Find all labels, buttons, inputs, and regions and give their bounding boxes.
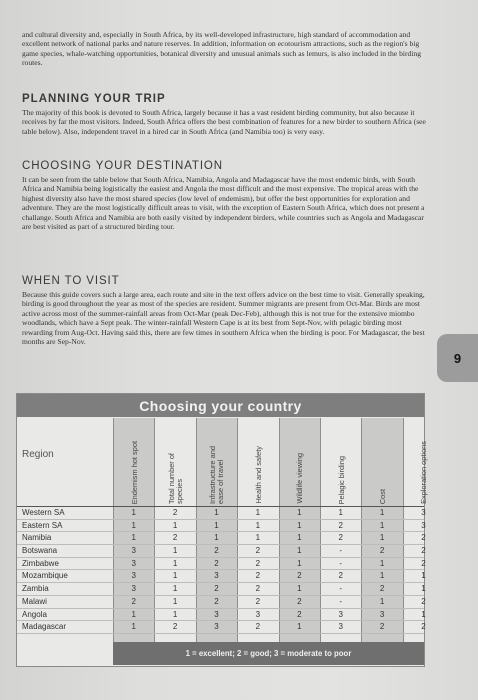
rating-cell: 3 [379,609,385,619]
rating-cell: 1 [297,508,302,517]
rating-cell: 1 [255,520,261,530]
rating-cell: 3 [214,609,219,619]
rating-cell: 1 [297,546,302,556]
rating-cell: - [339,584,343,594]
rating-cell: 1 [172,558,178,568]
table-row [17,570,424,583]
column-header-label: Wildlife viewing [295,453,305,504]
rating-cell: - [339,546,343,556]
planning-paragraph: The majority of this book is devoted to South Africa, largely because it has a vast resident birding community, but also because it receives by far the most visitors. Indeed, South Africa offers the best combination of features for a new birder to southern Africa (see table below). Also, independent travel in a hired car in South Africa (and Namibia too) is very easy. [22,108,426,136]
rating-cell: 2 [172,508,178,517]
rating-cell: 2 [421,622,426,632]
rating-cell: 2 [338,520,343,530]
rating-cell: 2 [214,596,219,606]
rating-cell: 2 [255,571,261,581]
rating-cell: - [339,596,343,606]
rating-cell: 1 [338,508,343,517]
column-header [197,418,238,504]
rating-cell: 2 [255,558,261,568]
choosing-country-table [16,393,429,667]
rating-cell: 2 [297,596,302,606]
column-header [362,418,403,504]
column-header [280,418,321,504]
page-number: 9 [453,350,462,366]
region-name: Zimbabwe [22,558,59,568]
rating-cell: 1 [214,533,219,543]
rating-cell: 3 [338,609,343,619]
rating-cell: 1 [131,533,136,543]
rating-cell: 1 [379,558,385,568]
region-name: Malawi [22,596,47,606]
rating-cell: 1 [379,533,385,543]
column-header-label: Pelagic birding [336,455,346,504]
rating-cell: 2 [379,584,385,594]
column-header [238,418,279,504]
region-name: Madagascar [22,622,67,632]
rating-cell: 2 [214,558,219,568]
destination-paragraph: It can be seen from the table below that South Africa, Namibia, Angola and Madagascar have the most endemic birds, with South Africa and Namibia being logistically the easiest and Angola the most difficult and the most expensive. The tropical areas with the highest diversity also have the most shared species (low level of endemism), but offer the best opportunities for exploration and adventure. They are the most logistically difficult areas to visit, with the exception of Eastern South Africa, which does not present a challange. South Africa and Namibia are both easily visited by independent birders, while countries such as Angola and Madagascar are best visited as part of a structured birding tour. [22,175,425,232]
column-header [155,418,196,504]
region-name: Zambia [22,584,49,594]
rating-cell: 1 [421,584,426,594]
table-body [17,507,424,634]
rating-cell: 1 [297,558,302,568]
when-heading: WHEN TO VISIT [22,275,120,287]
rating-cell: 2 [421,558,426,568]
rating-cell: 2 [172,533,178,543]
rating-cell: 1 [255,508,261,517]
rating-cell: 2 [421,533,426,543]
table-title: Choosing your country [139,397,302,414]
region-name: Angola [22,609,47,619]
page-number-tab [437,334,478,382]
rating-cell: 3 [214,622,219,632]
column-header [404,418,445,504]
table-row [17,583,424,596]
table-row [17,520,424,533]
region-name: Namibia [22,533,52,543]
rating-cell: - [339,558,343,568]
region-name: Botswana [22,546,58,556]
rating-cell: 1 [172,520,178,530]
column-header-label: Health and safety [253,446,263,504]
rating-cell: 3 [131,571,136,581]
rating-cell: 3 [131,584,136,594]
rating-cell: 1 [214,508,219,517]
legend-text: 1 = excellent; 2 = good; 3 = moderate to poor [185,649,352,658]
table-row [17,507,424,520]
rating-cell: 2 [214,546,219,556]
rating-cell: 1 [379,520,385,530]
region-name: Western SA [22,508,65,517]
rating-cell: 1 [131,520,136,530]
rating-cell: 3 [131,546,136,556]
rating-cell: 1 [297,622,302,632]
rating-cell: 2 [338,571,343,581]
table-row [17,596,424,609]
rating-cell: 2 [379,546,385,556]
column-header-label: Endemism hot spot [129,440,139,504]
table-row [17,532,424,545]
rating-cell: 1 [172,546,178,556]
rating-cell: 2 [131,596,136,606]
rating-cell: 1 [131,609,136,619]
column-header-label: Total number of species [167,453,185,504]
table-title-bar [17,394,424,417]
column-header [321,418,362,504]
rating-cell: 2 [214,584,219,594]
rating-cell: 1 [421,609,426,619]
rating-cell: 2 [297,571,302,581]
rating-cell: 1 [297,584,302,594]
rating-cell: 2 [172,622,178,632]
rating-cell: 3 [214,571,219,581]
planning-heading: PLANNING YOUR TRIP [22,93,166,105]
when-paragraph: Because this guide covers such a large area, each route and site in the text offers advice on the best time to visit. Generally speaking, birding is good throughout the year as most of the species are resident. Summer migrants are present from Oct-Mar. Birds are most active across most of the summer-rainfall areas from Oct-Mar (peak Dec-Feb), although this is not true for the extensive miombo woodlands, which have a Sept peak. The winter-rainfall Western Cape is at its best from Sept-Nov, with pelagic birding most rewarding from Aug-Oct. Having said this, there are few times in southern Africa when the birding is poor. For Madagascar, the best months are Sep-Nov. [22,290,425,347]
rating-cell: 1 [172,609,178,619]
region-name: Eastern SA [22,520,63,530]
table-row [17,558,424,571]
rating-cell: 2 [297,609,302,619]
rating-cell: 2 [255,546,261,556]
table-row [17,609,424,622]
rating-cell: 3 [421,520,426,530]
table-legend [113,642,424,665]
region-column-header: Region [22,449,54,460]
region-name: Mozambique [22,571,68,581]
rating-cell: 1 [172,571,178,581]
rating-cell: 2 [421,546,426,556]
rating-cell: 2 [255,622,261,632]
rating-cell: 2 [338,533,343,543]
intro-paragraph: and cultural diversity and, especially in South Africa, by its well-developed infrastructure, high standard of accommodation and excellent network of national parks and nature reserves. In addition, information on ecotourism attractions, such as the region's big game species, whale-watching opportunities, botanical diversity and unusual animals such as lemurs, is also included in the birding routes. [22,30,422,68]
rating-cell: 1 [379,571,385,581]
rating-cell: 2 [379,622,385,632]
rating-cell: 2 [255,584,261,594]
table-row [17,621,424,634]
rating-cell: 1 [172,596,178,606]
rating-cell: 2 [421,596,426,606]
column-header [114,418,155,504]
rating-cell: 1 [379,508,385,517]
column-header-label: Cost [378,488,388,504]
rating-cell: 1 [214,520,219,530]
rating-cell: 1 [172,584,178,594]
column-header-label: Infrastructure and ease of travel [208,446,226,504]
rating-cell: 1 [297,520,302,530]
rating-cell: 1 [297,533,302,543]
rating-cell: 2 [255,596,261,606]
rating-cell: 1 [379,596,385,606]
rating-cell: 1 [131,508,136,517]
destination-heading: CHOOSING YOUR DESTINATION [22,160,223,172]
table-row [17,545,424,558]
rating-cell: 3 [255,609,261,619]
column-header-label: Exploration options [419,441,429,504]
rating-cell: 1 [255,533,261,543]
rating-cell: 1 [421,571,426,581]
rating-cell: 3 [421,508,426,517]
rating-cell: 3 [131,558,136,568]
rating-cell: 1 [131,622,136,632]
rating-cell: 3 [338,622,343,632]
